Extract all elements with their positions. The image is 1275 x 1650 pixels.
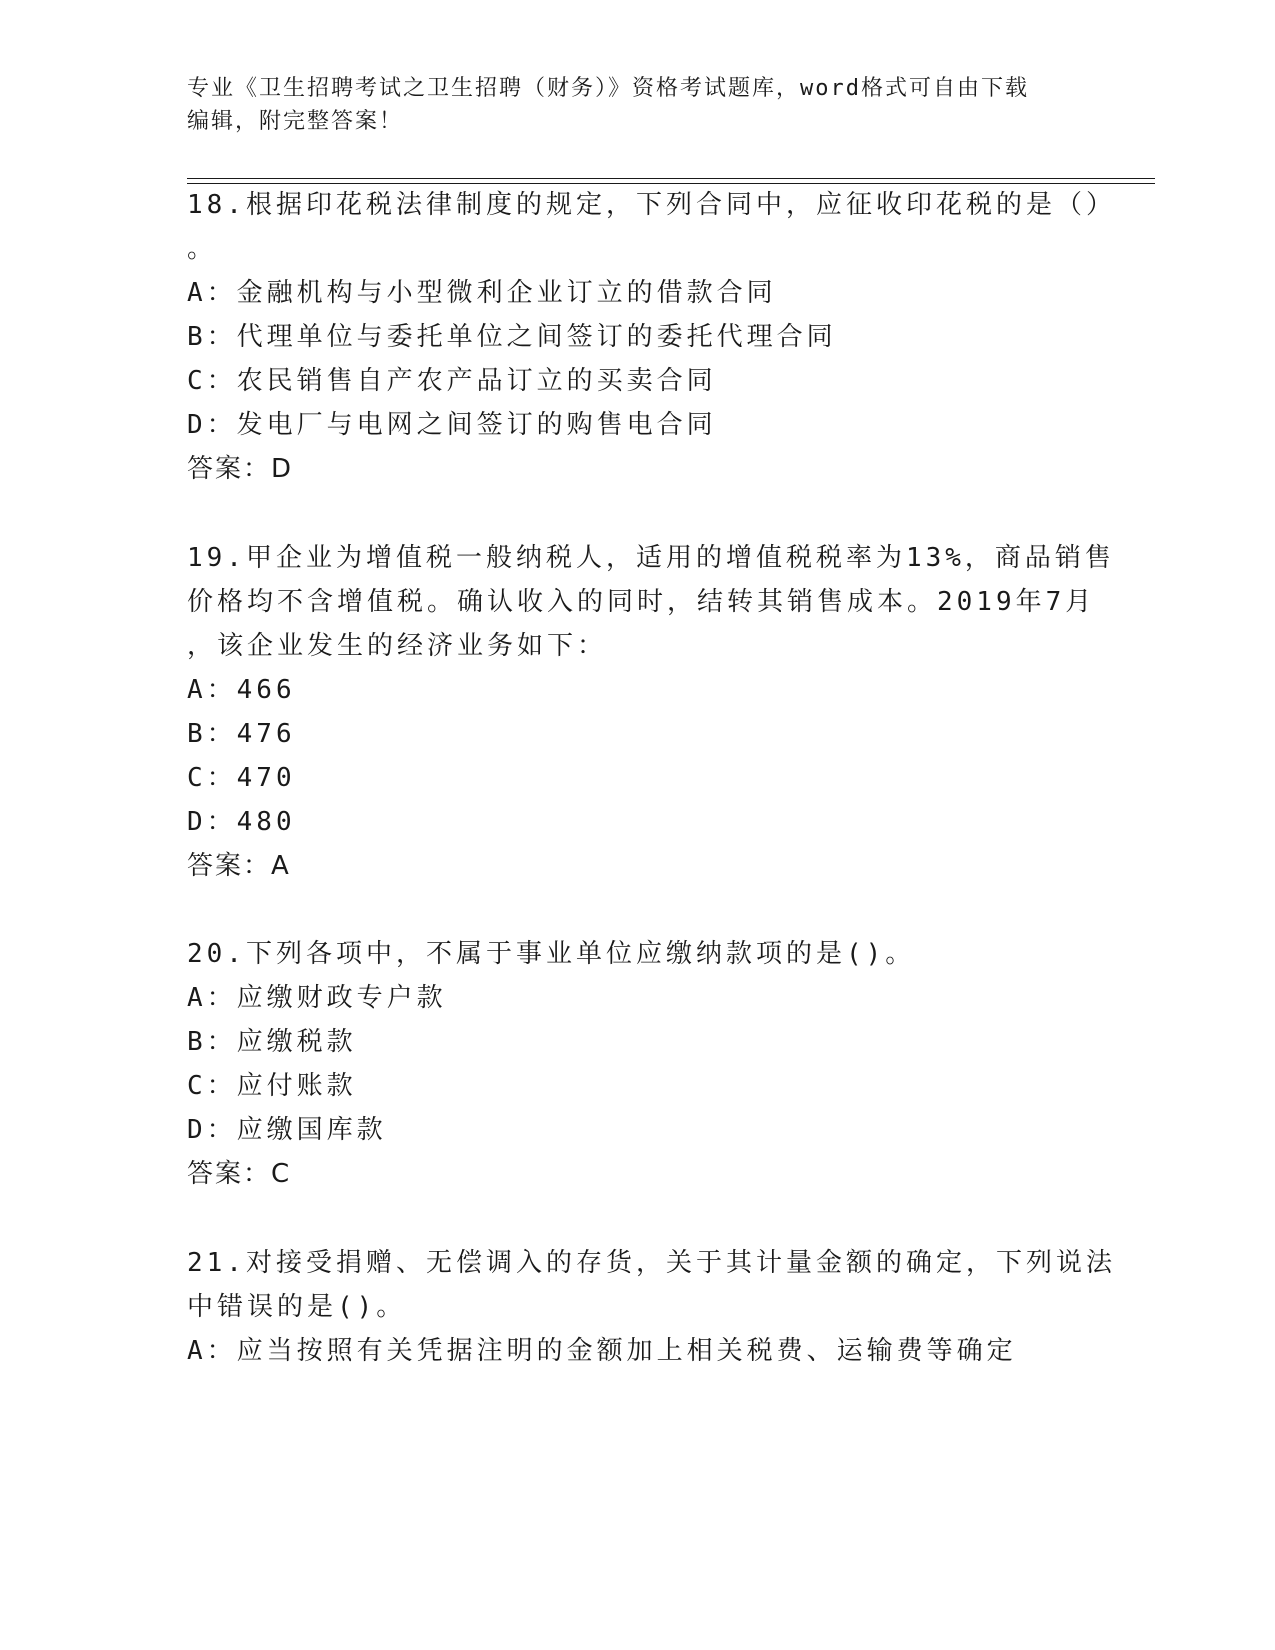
option-c: C：470 (187, 763, 296, 793)
header-divider-bottom (187, 183, 1155, 184)
answer-line: 答案：C (187, 1159, 292, 1189)
header-line-2: 编辑，附完整答案！ (187, 109, 404, 134)
option-d: D：发电厂与电网之间签订的购售电合同 (187, 410, 717, 440)
question-stem-line: 19.甲企业为增值税一般纳税人，适用的增值税税率为13%，商品销售 (187, 543, 1115, 573)
option-c: C：农民销售自产农产品订立的买卖合同 (187, 366, 717, 396)
option-b: B：476 (187, 719, 296, 749)
document-header (187, 72, 1067, 138)
header-line-1: 专业《卫生招聘考试之卫生招聘（财务）》资格考试题库，word格式可自由下载 (187, 76, 1029, 101)
option-a: A：应缴财政专户款 (187, 983, 447, 1013)
question-stem-line: 18.根据印花税法律制度的规定，下列合同中，应征收印花税的是（） (187, 190, 1116, 220)
question-stem-line: ，该企业发生的经济业务如下： (187, 631, 608, 661)
option-d: D：480 (187, 807, 296, 837)
option-d: D：应缴国库款 (187, 1115, 387, 1145)
question-stem-line: 价格均不含增值税。确认收入的同时，结转其销售成本。2019年7月 (187, 587, 1096, 617)
answer-line: 答案：A (187, 851, 291, 881)
answer-line: 答案：D (187, 454, 294, 484)
option-b: B：应缴税款 (187, 1027, 357, 1057)
question-stem-line: 。 (187, 234, 218, 264)
option-a: A：金融机构与小型微利企业订立的借款合同 (187, 278, 777, 308)
option-a: A：466 (187, 675, 296, 705)
question-stem-line: 21.对接受捐赠、无偿调入的存货，关于其计量金额的确定，下列说法 (187, 1248, 1116, 1278)
header-divider-top (187, 178, 1155, 179)
question-stem-line: 中错误的是()。 (187, 1292, 407, 1322)
option-c: C：应付账款 (187, 1071, 357, 1101)
option-a: A：应当按照有关凭据注明的金额加上相关税费、运输费等确定 (187, 1336, 1017, 1366)
option-b: B：代理单位与委托单位之间签订的委托代理合同 (187, 322, 837, 352)
question-stem-line: 20.下列各项中，不属于事业单位应缴纳款项的是()。 (187, 939, 916, 969)
